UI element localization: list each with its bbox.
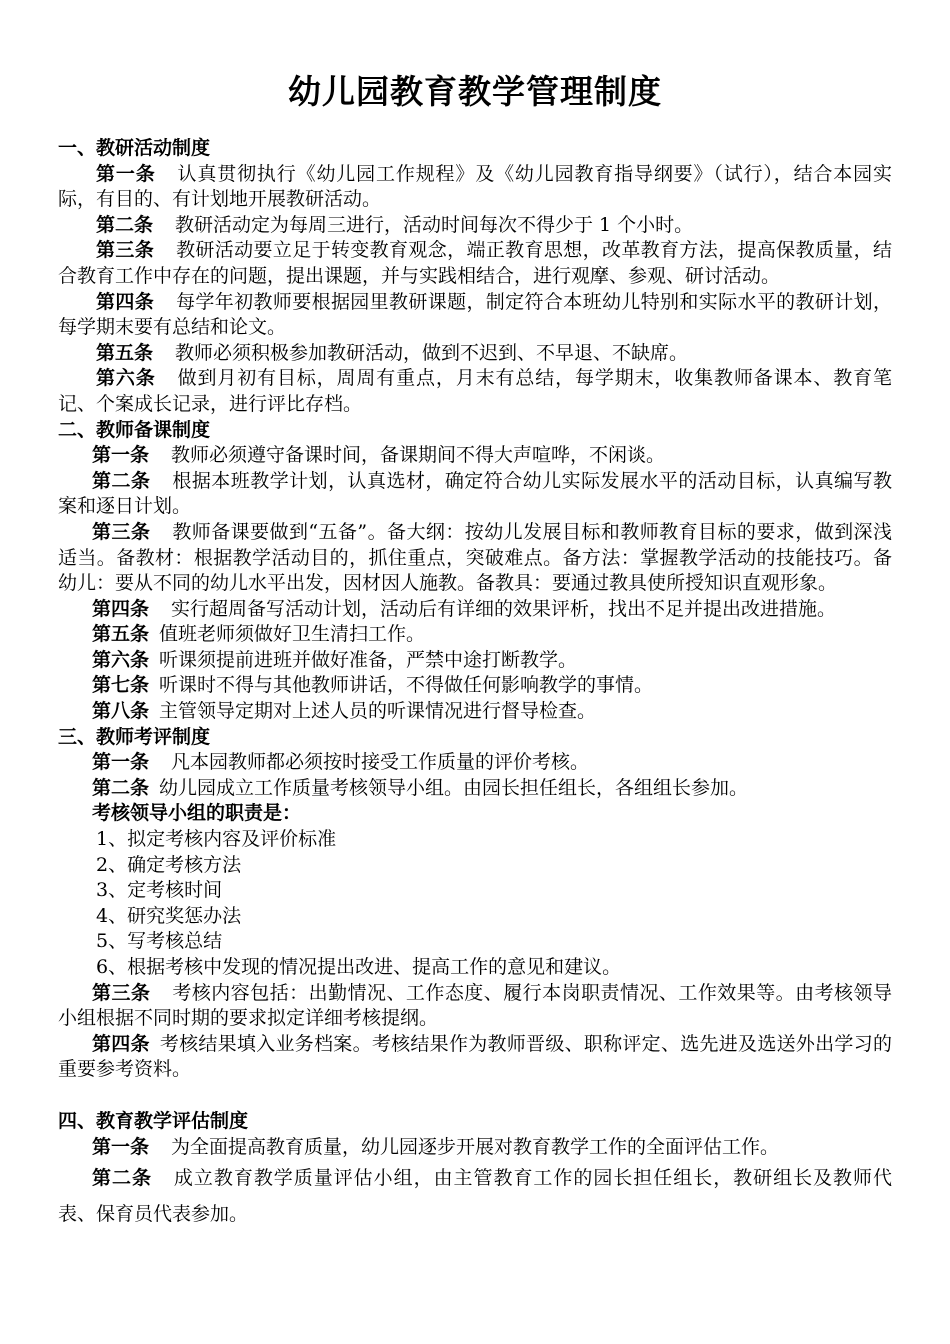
article xyxy=(58,213,892,239)
article xyxy=(58,750,892,776)
article-label: 第七条 xyxy=(92,674,150,697)
article-text: 听课须提前进班并做好准备，严禁中途打断教学。 xyxy=(159,648,578,671)
article-text: 做到月初有目标，周周有重点，月末有总结，每学期末，收集教师备课本、教育笔记、个案成长记录，进行评比存档。 xyxy=(58,367,892,415)
article-label: 第二条 xyxy=(92,1167,152,1190)
article-text: 成立教育教学质量评估小组，由主管教育工作的园长担任组长，教研组长及教师代表、保育员代表参加。 xyxy=(58,1167,892,1226)
article-label: 第六条 xyxy=(96,367,156,390)
article-label: 第二条 xyxy=(92,776,150,799)
article-text: 教师必须积极参加教研活动，做到不迟到、不早退、不缺席。 xyxy=(175,341,689,364)
article xyxy=(58,1032,892,1083)
spacer xyxy=(58,1083,892,1109)
article-label: 第一条 xyxy=(96,162,156,185)
article-text: 听课时不得与其他教师讲话，不得做任何影响教学的事情。 xyxy=(159,674,654,697)
article xyxy=(58,290,892,341)
article xyxy=(58,520,892,597)
duty-item: 3、定考核时间 xyxy=(96,879,223,902)
article xyxy=(58,776,892,802)
duty-item: 1、拟定考核内容及评价标准 xyxy=(96,828,337,851)
duty-item: 6、根据考核中发现的情况提出改进、提高工作的意见和建议。 xyxy=(96,956,622,978)
article-text: 主管领导定期对上述人员的听课情况进行督导检查。 xyxy=(159,700,597,723)
article-text: 教师备课要做到“五备”。备大纲：按幼儿发展目标和教师教育目标的要求，做到深浅适当。备教材：根据教学活动目的，抓住重点，突破难点。备方法：掌握教学活动的技能技巧。备幼儿：要从不同的幼儿水平出发，因材因人施教。备教具：要通过教具使所授知识直观形象。 xyxy=(58,520,892,595)
article xyxy=(58,1135,892,1161)
section-heading: 三、教师考评制度 xyxy=(58,725,211,748)
article xyxy=(58,366,892,417)
article-label: 第一条 xyxy=(92,444,150,467)
article-text: 根据本班教学计划，认真选材，确定符合幼儿实际发展水平的活动目标，认真编写教案和逐日计划。 xyxy=(58,469,892,518)
article-text: 实行超周备写活动计划，活动后有详细的效果评析，找出不足并提出改进措施。 xyxy=(171,597,837,620)
article xyxy=(58,443,892,469)
article-text: 教研活动要立足于转变教育观念，端正教育思想，改革教育方法，提高保教质量，结合教育工作中存在的问题，提出课题，并与实践相结合，进行观摩、参观、研讨活动。 xyxy=(58,239,892,287)
article-text: 考核内容包括：出勤情况、工作态度、履行本岗职责情况、工作效果等。由考核领导小组根据不同时期的要求拟定详细考核提纲。 xyxy=(58,981,892,1030)
article-text: 每学年初教师要根据园里教研课题，制定符合本班幼儿特别和实际水平的教研计划，每学期末要有总结和论文。 xyxy=(58,290,892,339)
article xyxy=(58,648,892,674)
article-text: 教师必须遵守备课时间，备课期间不得大声喧哗，不闲谈。 xyxy=(171,444,666,467)
article-text: 凡本园教师都必须按时接受工作质量的评价考核。 xyxy=(171,751,590,774)
article-label: 第一条 xyxy=(92,1135,150,1158)
article xyxy=(58,699,892,725)
section-heading: 二、教师备课制度 xyxy=(58,418,211,441)
article xyxy=(58,238,892,289)
article xyxy=(58,341,892,367)
article xyxy=(58,1160,892,1232)
article-text: 幼儿园成立工作质量考核领导小组。由园长担任组长，各组组长参加。 xyxy=(159,776,749,799)
duty-item: 5、写考核总结 xyxy=(96,930,223,953)
article-label: 第六条 xyxy=(92,648,150,671)
duties-subheading: 考核领导小组的职责是： xyxy=(92,802,302,825)
article-label: 第一条 xyxy=(92,751,150,774)
article-text: 考核结果填入业务档案。考核结果作为教师晋级、职称评定、选先进及选送外出学习的重要参考资料。 xyxy=(58,1032,892,1081)
article-label: 第五条 xyxy=(92,623,150,646)
article-label: 第四条 xyxy=(92,1032,150,1055)
article xyxy=(58,622,892,648)
duty-item: 2、确定考核方法 xyxy=(96,853,242,876)
article-label: 第四条 xyxy=(96,290,155,313)
article-label: 第三条 xyxy=(96,239,155,262)
section-heading: 四、教育教学评估制度 xyxy=(58,1109,249,1132)
article-label: 第五条 xyxy=(96,341,154,364)
article-label: 第二条 xyxy=(96,213,154,236)
article-label: 第四条 xyxy=(92,597,150,620)
document-title: 幼儿园教育教学管理制度 xyxy=(288,72,662,111)
article xyxy=(58,469,892,520)
document-body xyxy=(58,136,892,1232)
article xyxy=(58,162,892,213)
section-heading: 一、教研活动制度 xyxy=(58,137,211,159)
article-label: 第二条 xyxy=(92,469,151,492)
article-label: 第八条 xyxy=(92,700,150,723)
article xyxy=(58,981,892,1032)
article-text: 认真贯彻执行《幼儿园工作规程》及《幼儿园教育指导纲要》（试行），结合本园实际，有目的、有计划地开展教研活动。 xyxy=(58,162,892,211)
article-text: 值班老师须做好卫生清扫工作。 xyxy=(159,623,426,646)
article-label: 第三条 xyxy=(92,520,151,543)
article xyxy=(58,597,892,623)
article xyxy=(58,673,892,699)
article-text: 教研活动定为每周三进行，活动时间每次不得少于 1 个小时。 xyxy=(175,213,694,236)
duty-item: 4、研究奖惩办法 xyxy=(96,904,242,927)
article-label: 第三条 xyxy=(92,981,151,1004)
article-text: 为全面提高教育质量，幼儿园逐步开展对教育教学工作的全面评估工作。 xyxy=(171,1135,780,1158)
